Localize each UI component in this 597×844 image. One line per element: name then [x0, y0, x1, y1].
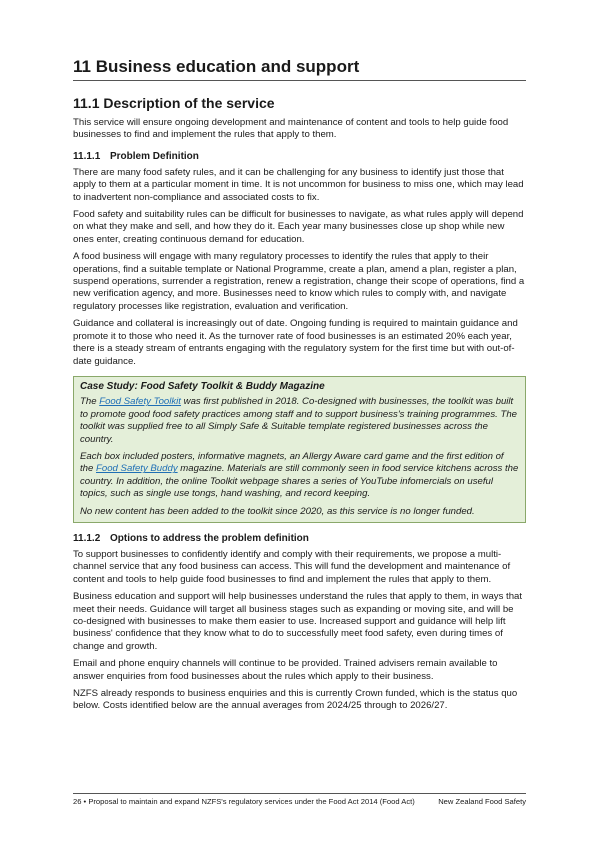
case-study-paragraph: No new content has been added to the toolkit since 2020, as this service is no longer funded.	[80, 505, 475, 517]
text-run: was first published in 2018. Co-designed with businesses, the toolkit was built to promote good food safety practices among staff and to support business's training programmes. The toolkit was supplied free to all Simply Safe & Suitable template registered businesses across the country.	[80, 396, 517, 445]
subsection-number: 11.1.1	[73, 150, 101, 162]
food-safety-buddy-link[interactable]: Food Safety Buddy	[96, 463, 178, 475]
page-content	[73, 56, 526, 718]
chapter-heading: 11 Business education and support	[73, 56, 526, 81]
subsection-title: Problem Definition	[110, 150, 199, 162]
subsection-heading-options	[73, 532, 526, 545]
paragraph: There are many food safety rules, and it can be challenging for any business to identify just those that apply to them at a particular moment in time. It is not uncommon for business to miss one, which may lead to inadvertent non-compliance and associated costs to fix.	[73, 166, 524, 203]
paragraph: Business education and support will help businesses understand the rules that apply to them, in ways that meet their needs. Guidance will target all business stages such as expanding or moving site, and will be co-designed with businesses to make them easier to use. Increased support and guidance will help lift business' confidence that they know what to do to successfully meet food safety, even during times of change and growth.	[73, 591, 523, 652]
section-intro: This service will ensure ongoing development and maintenance of content and tools to help guide food businesses to find and implement the rules that apply to them.	[73, 117, 509, 141]
subsection-number: 11.1.2	[73, 532, 101, 544]
subsection-title: Options to address the problem definition	[110, 532, 309, 544]
page-footer	[73, 793, 526, 807]
paragraph: Email and phone enquiry channels will continue to be provided. Trained advisers remain available to answer enquiries from food businesses about the rules which apply to their business.	[73, 658, 498, 682]
paragraph: Guidance and collateral is increasingly out of date. Ongoing funding is required to maintain guidance and promote it to those who need it. As the turnover rate of food businesses is an estimated 20% each year, there is a steady stream of entrants engaging with the regulatory system for the first time but with out-of-date guidance.	[73, 318, 518, 367]
section-heading-11-1: 11.1 Description of the service	[73, 95, 275, 111]
text-run: The	[80, 396, 100, 408]
footer-right: New Zealand Food Safety	[438, 797, 526, 806]
subsection-heading-problem-definition	[73, 150, 526, 163]
paragraph: NZFS already responds to business enquiries and this is currently Crown funded, which is the status quo below. Costs identified below are the annual averages from 2024/25 through to 2026/27.	[73, 688, 518, 712]
text-run: Each box included posters, informative magnets, an Allergy Aware card game and the first edition of the	[80, 450, 504, 475]
case-study-paragraph	[80, 396, 519, 446]
case-study-paragraph	[80, 451, 519, 501]
case-study-box	[73, 376, 526, 523]
paragraph: A food business will engage with many regulatory processes to identify the rules that apply to their operations, find a suitable template or National Programme, create a plan, amend a plan, register a plan, suspend operations, surrender a registration, renew a registration, change their scope of operations, find a new verification agency, and more. Businesses need to know which rules to comply with, and navigate regulatory processes like registration, evaluation and verification.	[73, 251, 525, 312]
footer-left: 26 • Proposal to maintain and expand NZFS's regulatory services under the Food Act 2014 (Food Act)	[73, 797, 415, 806]
case-study-title: Case Study: Food Safety Toolkit & Buddy Magazine	[80, 380, 325, 392]
paragraph: To support businesses to confidently identify and comply with their requirements, we propose a multi-channel service that any food business can access. This will fund the development and maintenance of content and tools to help guide food businesses to find and implement the rules that apply to them.	[73, 548, 511, 585]
text-run: magazine. Materials are still commonly seen in food service kitchens across the country. In addition, the online Toolkit webpage shares a series of YouTube infomercials on useful topics, such as single use tongs, hand washing, and record keeping.	[80, 463, 519, 500]
paragraph: Food safety and suitability rules can be difficult for businesses to navigate, as what rules apply will depend on what they make and sell, and how they do it. Each year many businesses close up shop while new ones enter, creating continuous demand for education.	[73, 209, 524, 245]
food-safety-toolkit-link[interactable]: Food Safety Toolkit	[99, 396, 181, 408]
